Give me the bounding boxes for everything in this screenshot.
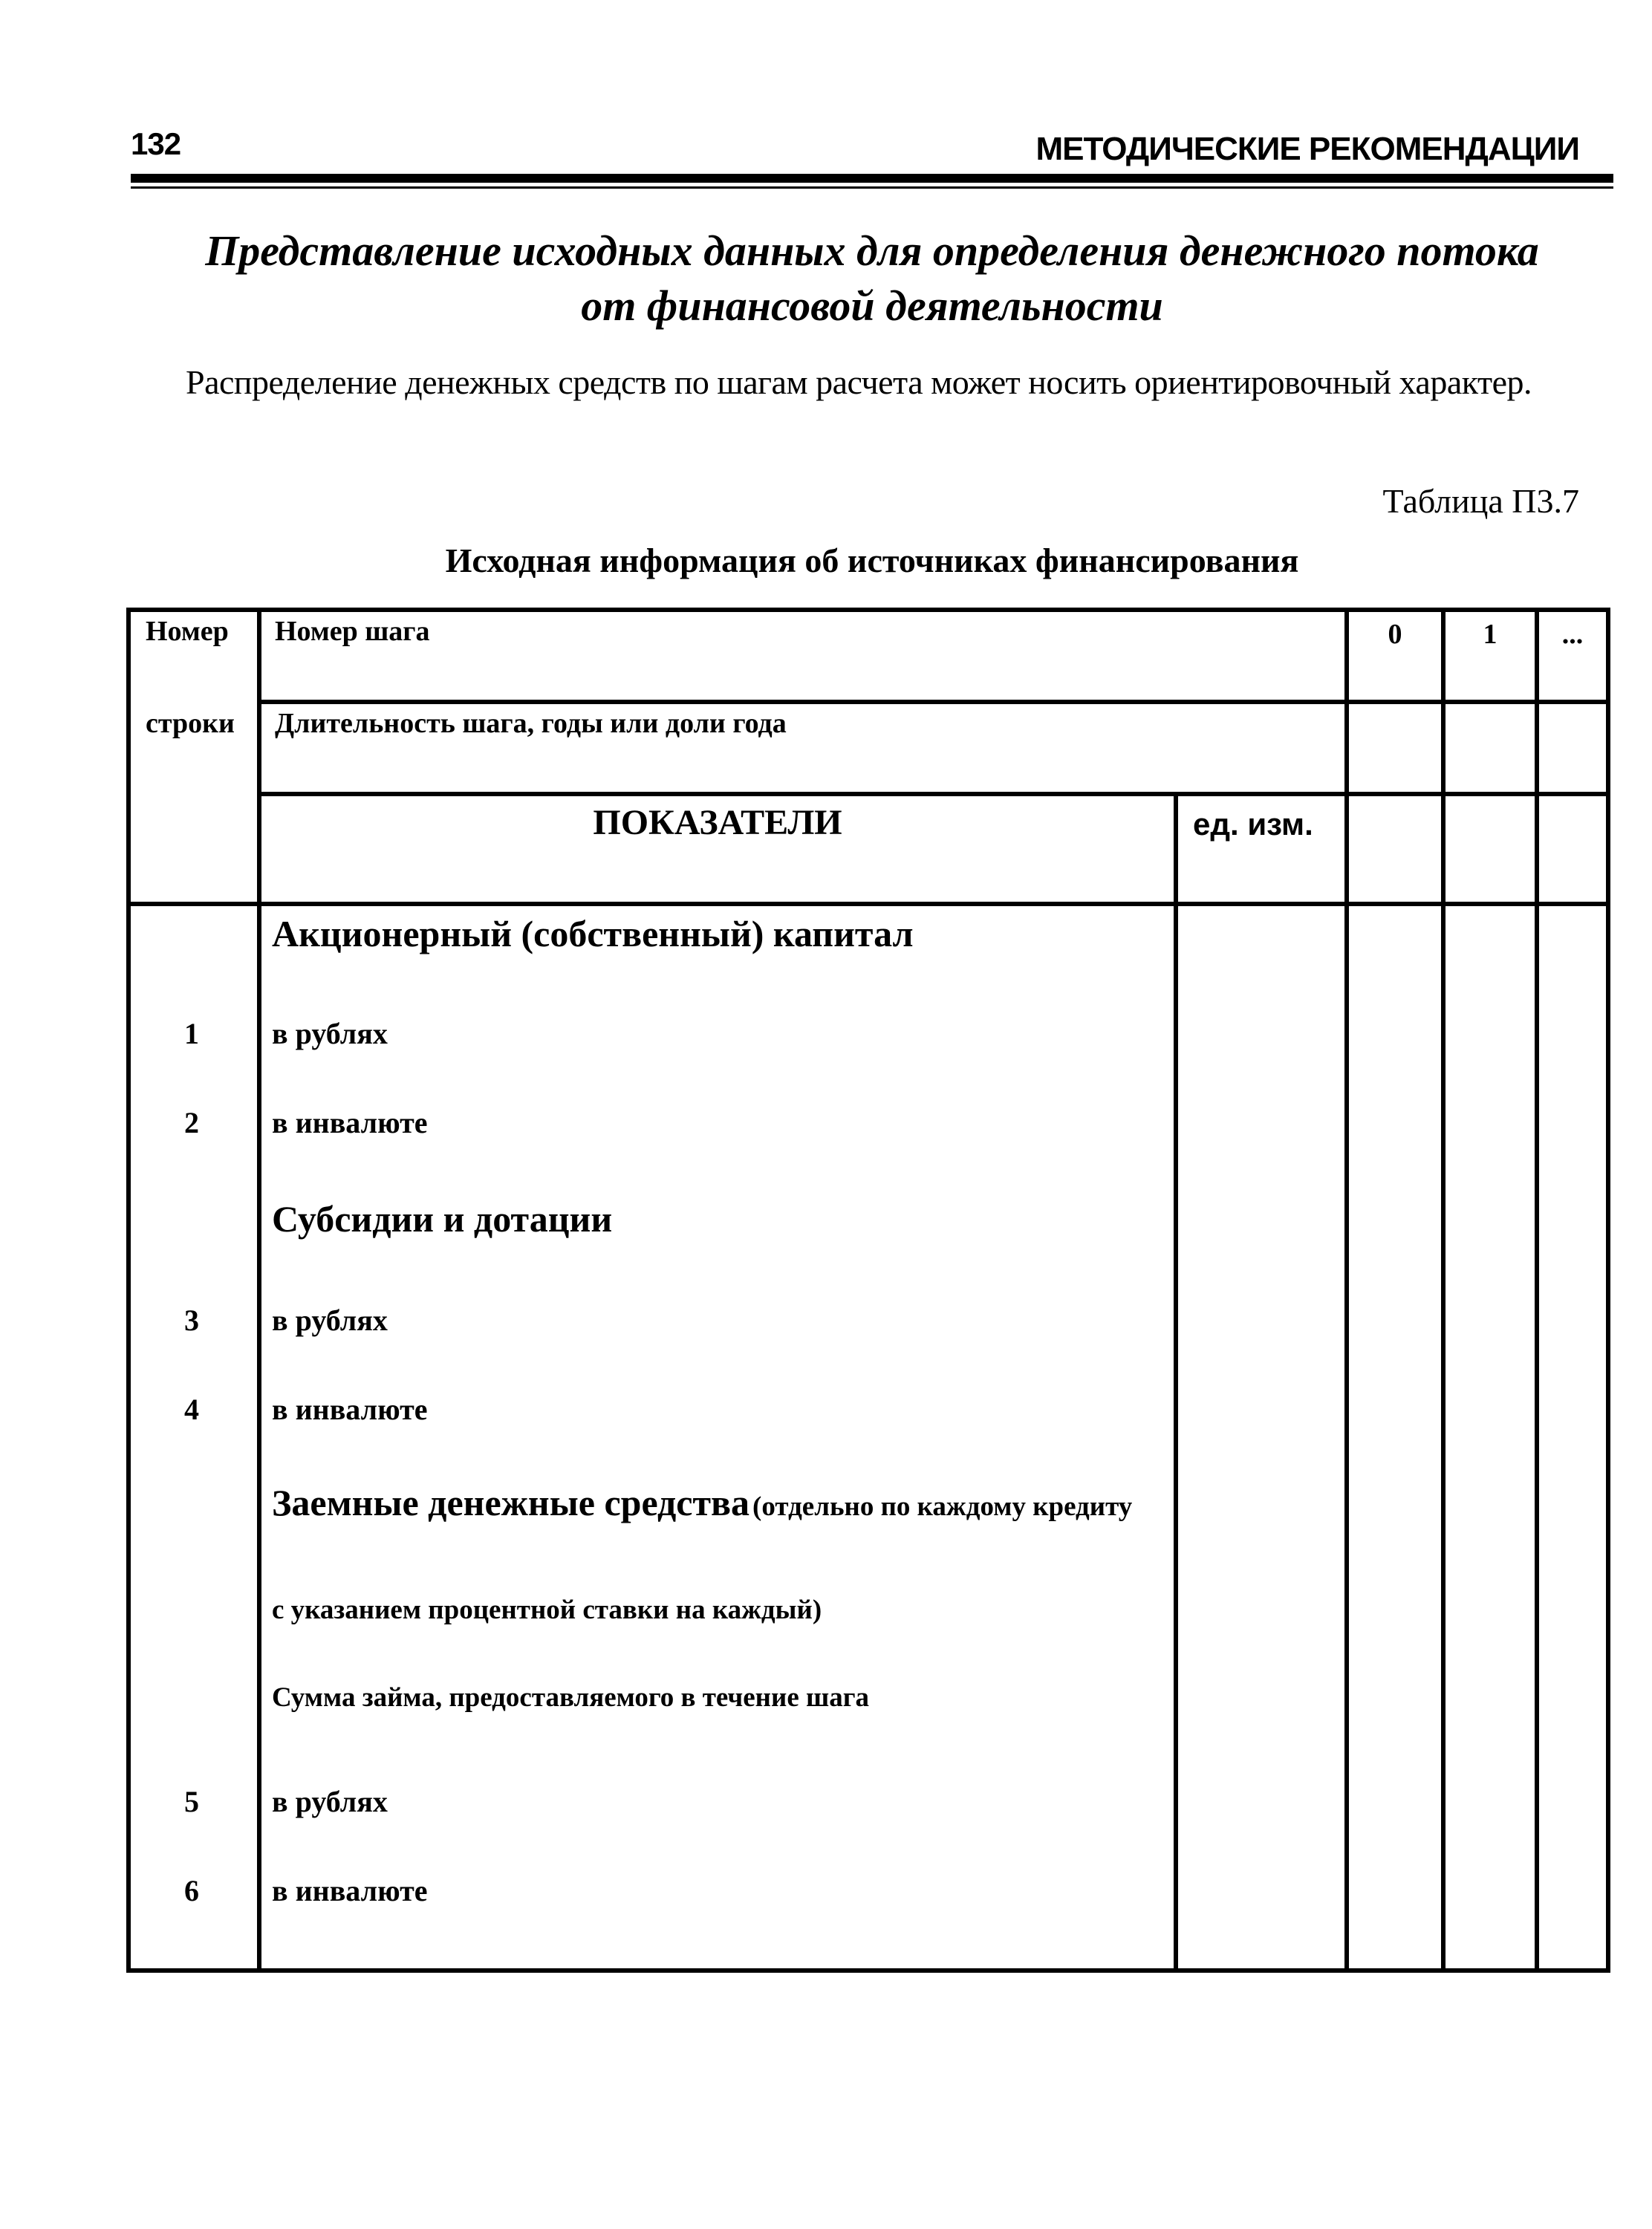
indicator-label: в инвалюте [272,1106,428,1139]
row-number: 3 [184,1304,199,1337]
step-more-header: ... [1561,619,1584,650]
row-number: 4 [184,1393,199,1426]
group-title-subsidies: Субсидии и дотации [272,1198,613,1240]
header-rule [131,174,1613,183]
group-title-loans-note: (отдельно по каждому кредиту [752,1491,1133,1522]
table-row-divider [257,792,1610,796]
step-0-header: 0 [1388,619,1402,650]
table-number: Таблица П3.7 [1382,482,1579,520]
step-duration-header: Длительность шага, годы или доли года [275,708,787,739]
table-col-divider [1344,608,1349,1973]
indicator-label: в рублях [272,1785,388,1818]
table-col-divider [1174,793,1178,1973]
row-number-header-line2: строки [146,708,235,739]
step-1-header: 1 [1483,619,1497,650]
row-number-header: Номер [146,616,229,647]
table-col-divider [1441,608,1446,1973]
row-number: 2 [184,1106,199,1139]
group-title-loans-note-line2: с указанием процентной ставки на каждый) [272,1595,822,1625]
table-row-divider [257,700,1610,704]
group-title-loans-text: Заемные денежные средства [272,1482,750,1523]
indicator-label: в рублях [272,1017,388,1050]
running-title: МЕТОДИЧЕСКИЕ РЕКОМЕНДАЦИИ [1035,131,1579,167]
indicator-label: в рублях [272,1304,388,1337]
section-title-line1: Представление исходных данных для определения денежного потока [205,227,1539,275]
section-title-line2: от финансовой деятельности [581,282,1163,330]
indicators-header: ПОКАЗАТЕЛИ [593,803,842,842]
group-title-loans [272,1481,1132,1524]
loan-subtitle: Сумма займа, предоставляемого в течение шага [272,1682,870,1713]
table-row-divider [126,902,1610,906]
table-caption: Исходная информация об источниках финансирования [445,541,1299,579]
unit-header: ед. изм. [1193,807,1313,842]
row-number: 1 [184,1017,199,1050]
indicator-label: в инвалюте [272,1393,428,1426]
group-title-equity: Акционерный (собственный) капитал [272,913,914,954]
table-col-divider [1535,608,1539,1973]
section-note: Распределение денежных средств по шагам расчета может носить ориентировочный характер. [186,363,1532,401]
row-number: 6 [184,1874,199,1907]
header-rule-thin [131,186,1613,189]
step-number-header: Номер шага [275,616,430,647]
row-number: 5 [184,1785,199,1818]
indicator-label: в инвалюте [272,1874,428,1907]
page-number: 132 [131,126,181,161]
